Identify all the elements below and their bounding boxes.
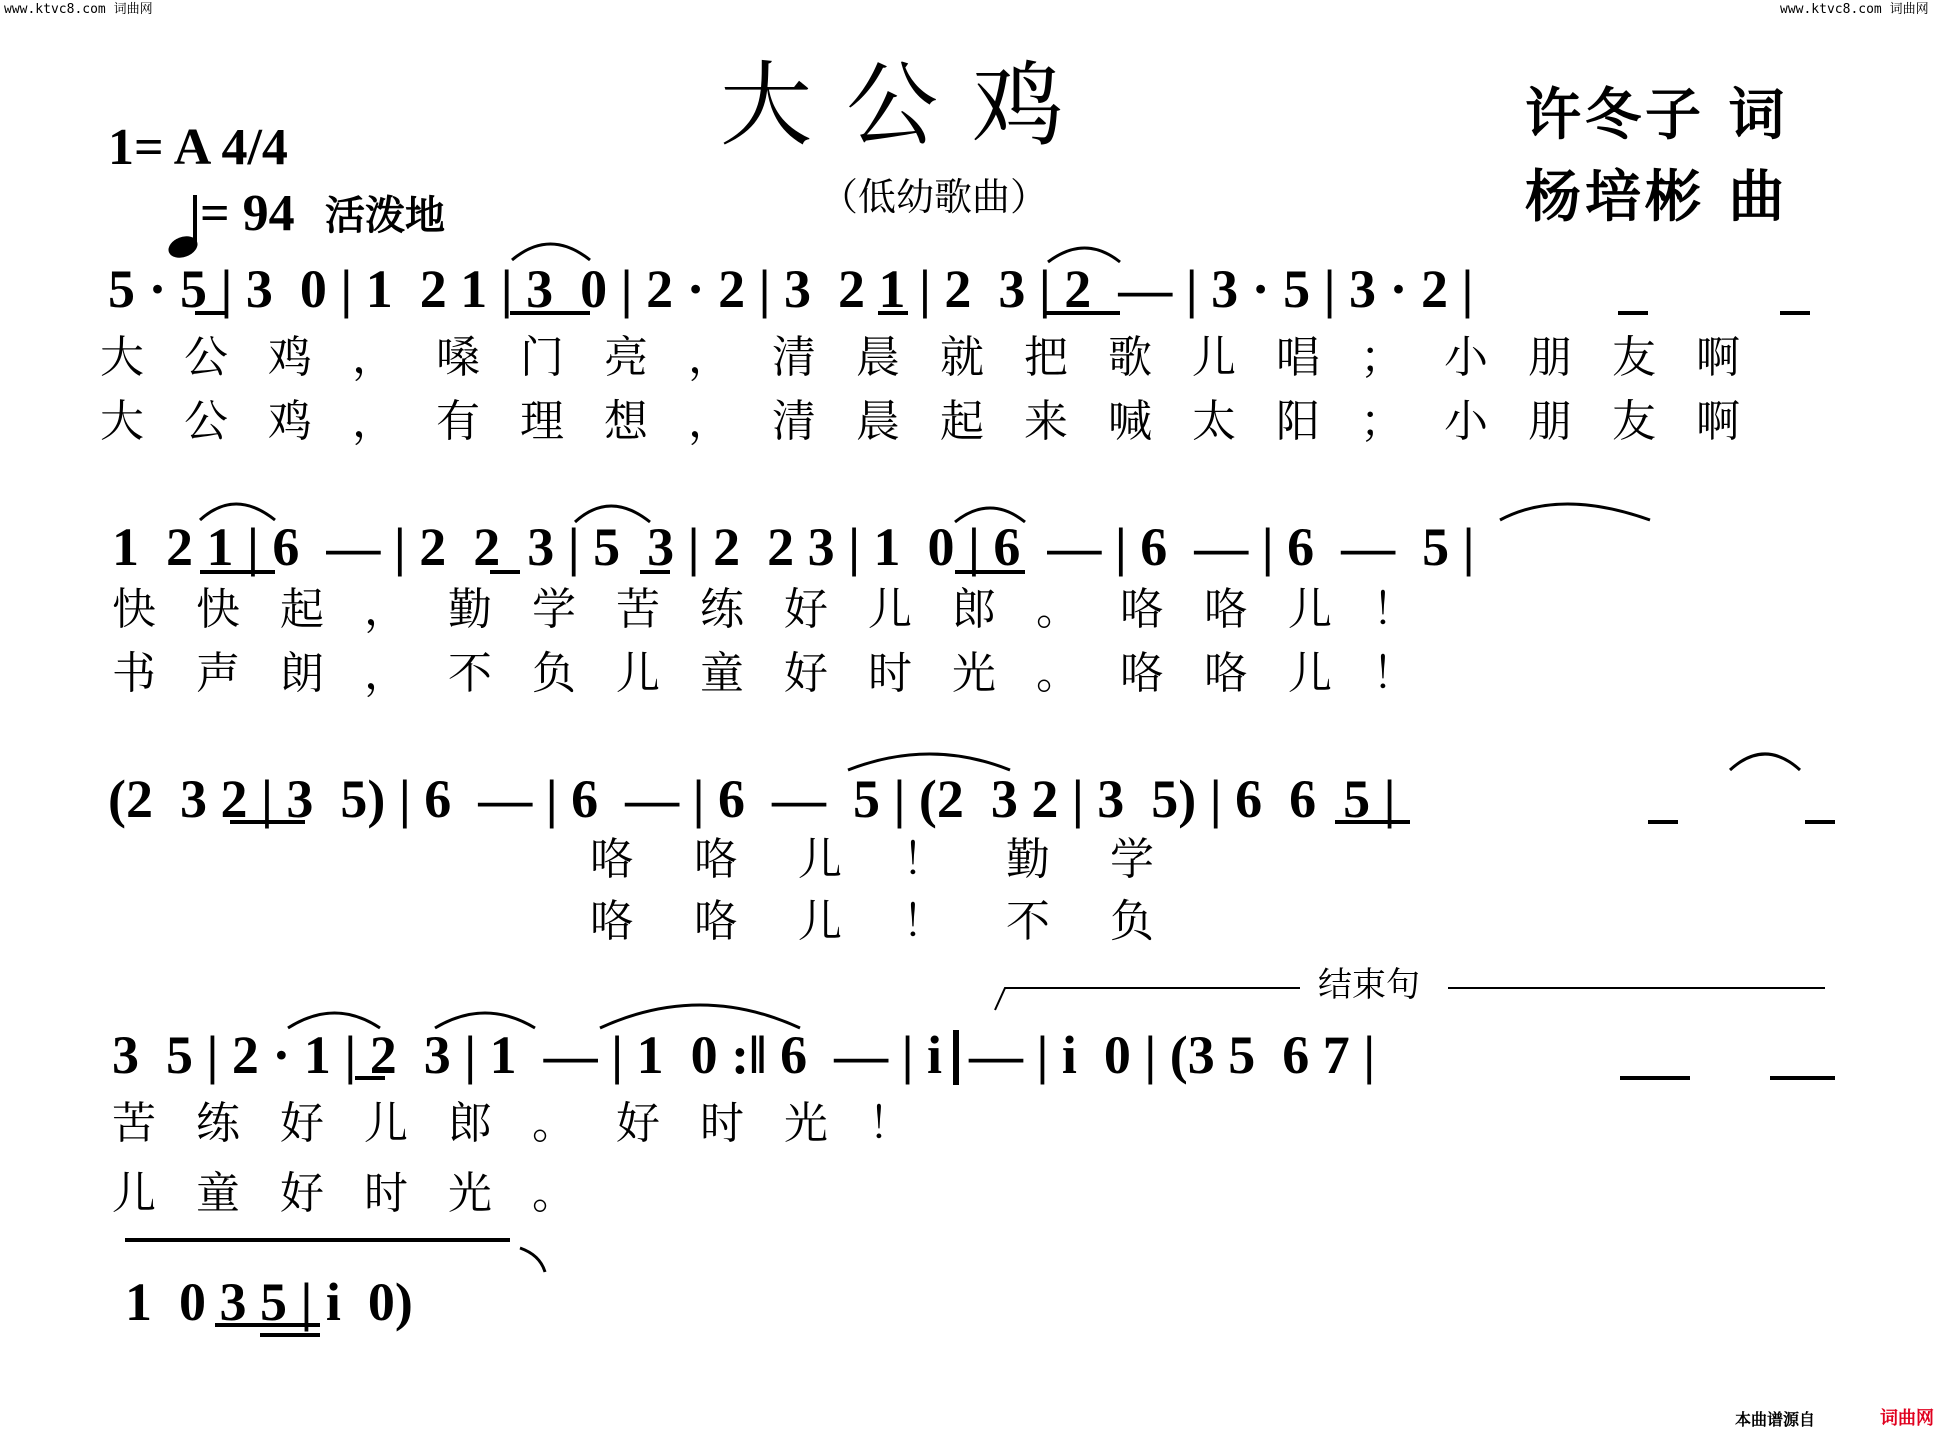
song-title: 大公鸡 <box>720 52 1099 159</box>
lyrics-line-1-verse-1: 大公鸡，嗓门亮，清晨就把歌儿唱；小朋友啊 <box>100 332 1780 383</box>
ending-label: 结束句 <box>1318 965 1420 1005</box>
footer-site-name: 词曲网 <box>1880 1408 1934 1429</box>
music-line-1: 5 · 5 | 3 0 | 1 2 1 | 3 0 | 2 · 2 | 3 2 1 | 2 3 | 2 — | 3 · 5 | 3 · 2 | <box>108 259 1474 319</box>
slur <box>1048 248 1120 262</box>
slur <box>435 1013 535 1028</box>
subtitle: （低幼歌曲） <box>820 175 1049 219</box>
music-line-4: 3 5 | 2 · 1 | 2 3 | 1 — | 1 0 :‖ 6 — | i — | i 0 | (3 5 6 7 | <box>112 1025 1376 1085</box>
slur <box>288 1013 380 1028</box>
slur <box>1500 504 1650 520</box>
slur <box>955 508 1025 522</box>
lyrics-line-3-verse-2: 咯咯儿！不负 <box>590 896 1214 947</box>
music-line-2: 1 2 1 | 6 — | 2 2 3 | 5 3 | 2 2 3 | 1 0 | 6 — | 6 — | 6 — 5 | <box>112 517 1475 577</box>
lyricist-credit: 许冬子 词 <box>1525 83 1789 148</box>
lyrics-line-2-verse-1: 快快起，勤学苦练好儿郎。咯咯儿！ <box>112 584 1456 635</box>
music-line-3: (2 3 2 | 3 5) | 6 — | 6 — | 6 — 5 | (2 3 2 | 3 5) | 6 6 5 | <box>108 769 1396 829</box>
slur <box>200 504 275 520</box>
composer-credit: 杨培彬 曲 <box>1525 165 1789 230</box>
watermark-right: www.ktvc8.com 词曲网 <box>1780 2 1929 17</box>
lyrics-line-4-verse-1: 苦练好儿郎。好时光！ <box>112 1098 952 1149</box>
lyrics-line-3-verse-1: 咯咯儿！勤学 <box>590 834 1214 885</box>
slur <box>512 244 590 260</box>
expression-marking: 活泼地 <box>325 193 445 239</box>
slur <box>1730 754 1800 770</box>
key-signature: 1= A 4/4 <box>108 119 288 176</box>
tempo-marking: = 94 <box>200 185 295 242</box>
watermark-left: www.ktvc8.com 词曲网 <box>4 2 153 17</box>
music-line-5: 1 0 3 5 | i 0) <box>125 1272 413 1332</box>
lyrics-line-4-verse-2: 儿童好时光。 <box>112 1168 616 1219</box>
lyrics-line-1-verse-2: 大公鸡，有理想，清晨起来喊太阳；小朋友啊 <box>100 396 1780 447</box>
lyrics-line-2-verse-2: 书声朗，不负儿童好时光。咯咯儿！ <box>112 648 1456 699</box>
ending-bracket <box>995 988 1300 1010</box>
slur <box>848 754 1010 770</box>
slur <box>600 1005 800 1028</box>
slur <box>520 1248 545 1272</box>
footer-source-text: 本曲谱源自 <box>1735 1410 1816 1429</box>
slur <box>575 506 650 522</box>
